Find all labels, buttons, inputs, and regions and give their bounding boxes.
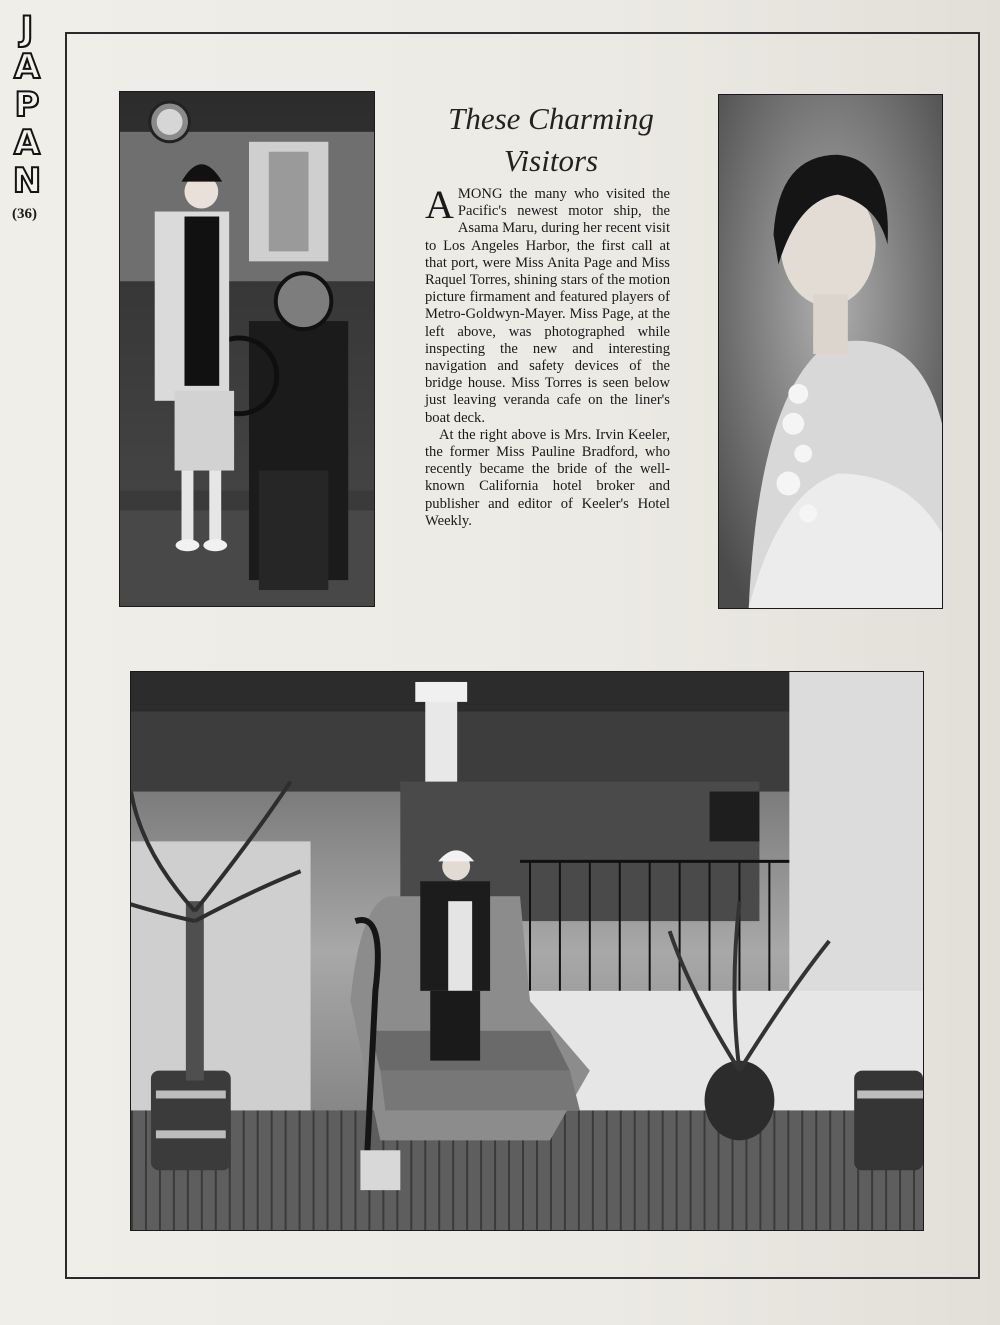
article-body	[425, 182, 670, 530]
page-number: (36)	[12, 206, 37, 222]
title-line-2: Visitors	[503, 143, 599, 178]
paragraph-1	[425, 182, 670, 427]
photo-raquel-torres-veranda	[130, 671, 924, 1231]
paragraph-2: At the right above is Mrs. Irvin Keeler, the former Miss Pauline Bradford, who recently became the bride of the well-known California hotel broker and publisher and editor of Keeler's Hotel Weekly.	[425, 426, 670, 529]
margin-title-letter: P	[14, 85, 40, 125]
article-title	[420, 98, 682, 182]
margin-title-letter: J	[20, 9, 34, 49]
photo-anita-page-bridge	[119, 91, 375, 607]
photo-mrs-irvin-keeler	[718, 94, 943, 609]
margin-title	[9, 10, 45, 200]
first-word-rest: MONG	[457, 186, 503, 202]
margin-title-letter: A	[13, 123, 41, 163]
title-line-1: These Charming	[448, 101, 654, 136]
drop-cap: A	[425, 182, 454, 227]
paragraph-1-text: the many who visited the Pacific's newest motor ship, the Asama Maru, during her recent visit to Los Angeles Harbor, the first call at that port, were Miss Anita Page and Miss Raquel Torres, shining stars of the motion picture firmament and featured players of Metro-Goldwyn-Mayer. Miss Page, at the left above, was photographed while inspecting the new and interesting navigation and safety devices of the bridge house. Miss Torres is seen below just leaving veranda cafe on the liner's boat deck.	[425, 186, 670, 426]
margin-title-letter: N	[12, 161, 42, 201]
margin-title-letter: A	[13, 47, 41, 87]
